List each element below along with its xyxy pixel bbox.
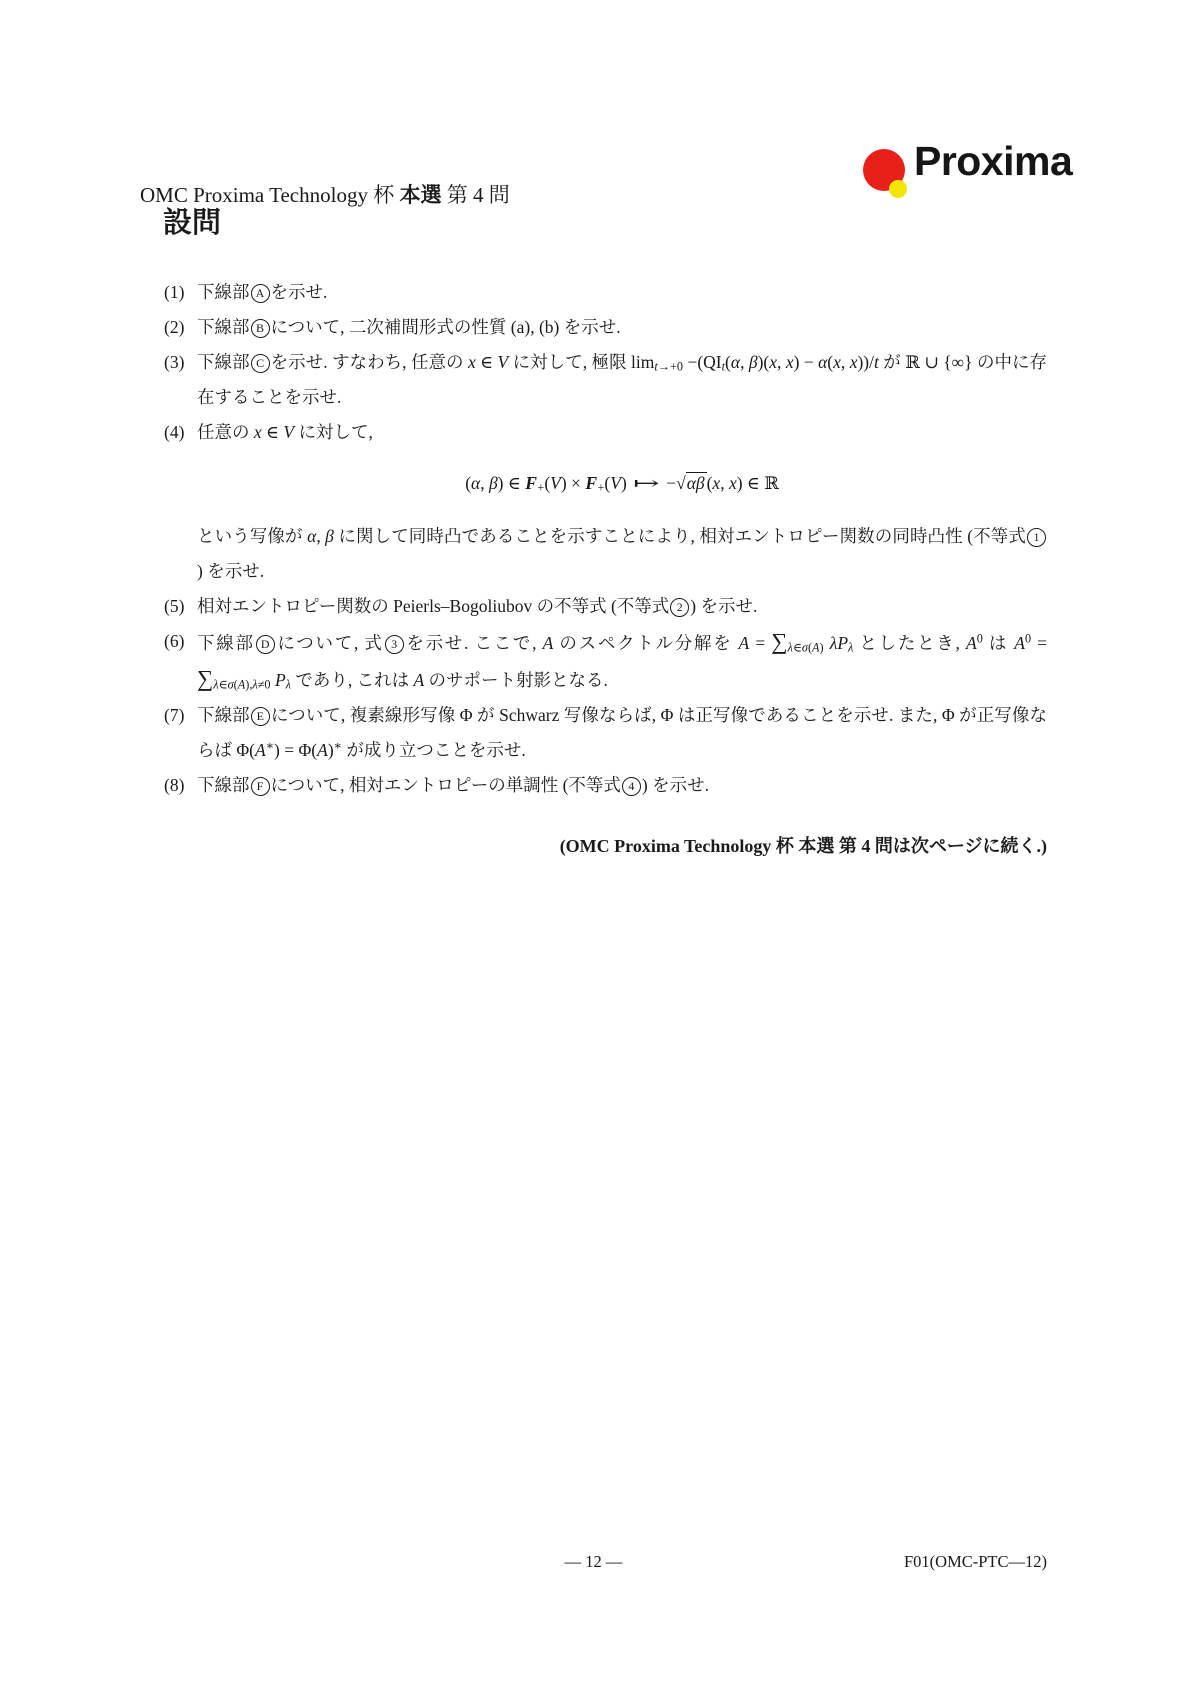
logo-yellow-circle-icon (889, 180, 907, 198)
item-row (140, 310, 1047, 345)
proxima-logo (863, 133, 1093, 203)
items-list (140, 275, 1047, 864)
item-row (140, 768, 1047, 803)
item-number: (8) (164, 775, 185, 795)
page-title: OMC Proxima Technology 杯 本選 第 4 問 (140, 183, 510, 207)
footer-doc-code: F01(OMC-PTC—12) (903, 1552, 1047, 1571)
continued-note: (OMC Proxima Technology 杯 本選 第 4 問は次ページに続く.) (559, 836, 1047, 856)
item-body: 下線部 D について, 式 3 を示せ. ここで, A のスペクトル分解を $A = \sum_{\lambda\in\sigma(A)}$ $\lambda P_\lambda$ としたとき, $A^0$ は $A^0 = \sum_{\lambda\in\sigma(A),\lambda\ne 0}$ $P_\lambda$ であり, これは A のサポート射影となる. (197, 629, 1048, 692)
item-row (140, 589, 1047, 624)
item-number: (7) (164, 705, 185, 725)
item-body: 相対エントロピー関数の Peierls–Bogoliubov の不等式 (不等式 2 ) を示せ. (197, 596, 758, 616)
item-body: 任意の x ∈ V に対して, (α, β) ∈ $F_+(V) \times F_+(V)$ ↦ −√αβ (x, x) ∈ ℝ という写像が α, β に関して同時凸であることを示すことにより, 相対エントロピー関数の同時凸性 (不等式 1) を示せ. (197, 415, 1047, 589)
item-number: (5) (164, 596, 185, 616)
item-body: 下線部 F について, 相対エントロピーの単調性 (不等式 4 ) を示せ. (197, 775, 709, 795)
footer-page-number: — 12 — (564, 1552, 623, 1571)
item-number: (1) (164, 282, 185, 302)
item-body-continued: という写像が α, β に関して同時凸であることを示すことにより, 相対エントロピー関数の同時凸性 (不等式 1) を示せ. (197, 519, 1047, 589)
item-row (140, 698, 1047, 768)
item-row (140, 624, 1047, 698)
item-body: 下線部 B について, 二次補間形式の性質 (a), (b) を示せ. (197, 317, 621, 337)
item-number: (6) (164, 631, 185, 651)
item-body: 下線部 A を示せ. (197, 282, 328, 302)
item-body: 下線部 E について, 複素線形写像 Φ が Schwarz 写像ならば, Φ は正写像であることを示せ. また, Φ が正写像ならば Φ(A∗) = Φ(A)∗ が成り立つことを示せ. (197, 705, 1047, 760)
section-heading: 設問 (163, 207, 222, 239)
item-row (140, 345, 1047, 415)
item-row (140, 275, 1047, 310)
item-body: 下線部 C を示せ. すなわち, 任意の x ∈ V に対して, 極限 $\lim_{t\to+0} -(QI_t(\alpha$, β)(x, x) − α(x, x))/t が ℝ ∪ {∞} の中に存在することを示せ. (197, 352, 1048, 407)
display-formula: (α, β) ∈ $F_+(V) \times F_+(V)$ ↦ −√αβ (x, x) ∈ ℝ (465, 473, 779, 495)
item-row (140, 415, 1047, 589)
item-number: (3) (164, 352, 185, 372)
logo-text: Proxima (914, 138, 1073, 184)
item-number: (4) (164, 422, 185, 442)
item-number: (2) (164, 317, 185, 337)
